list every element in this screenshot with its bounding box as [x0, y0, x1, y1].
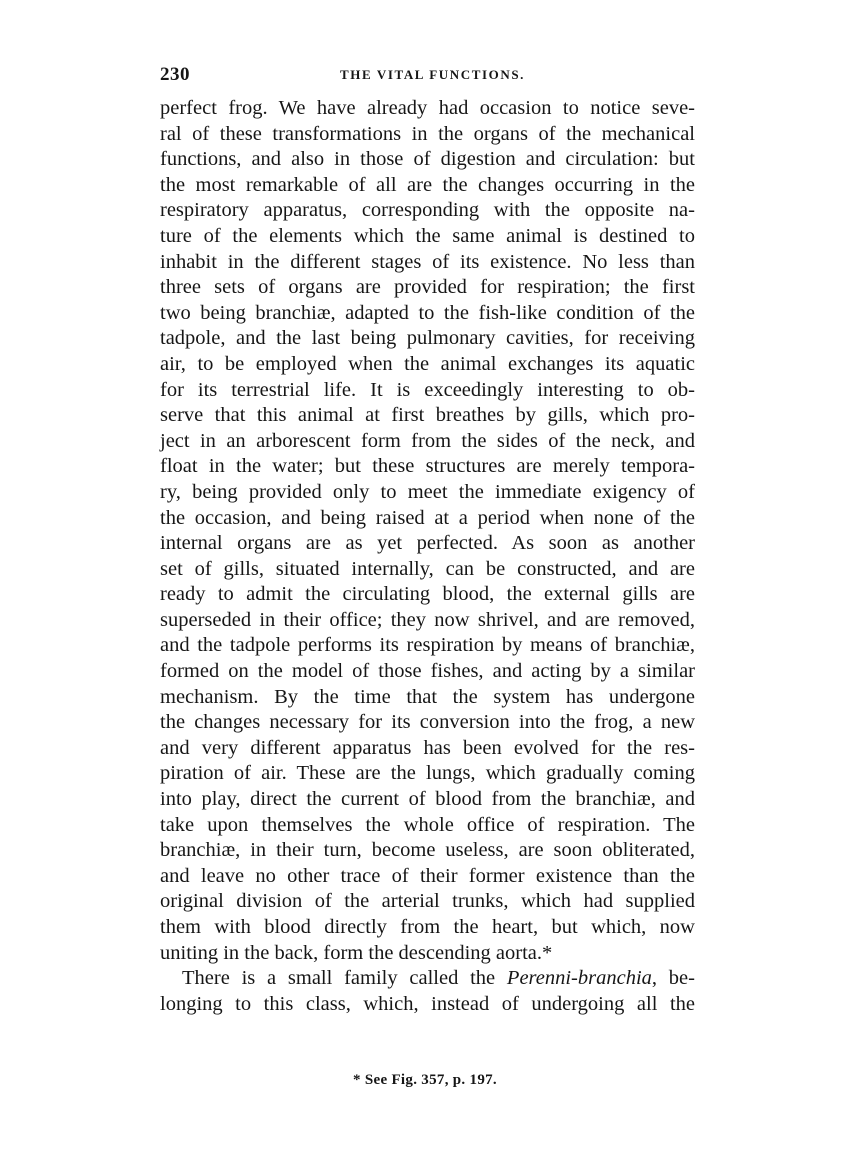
running-head: [160, 64, 695, 88]
text-line: into play, direct the current of blood from the branchiæ, and: [160, 788, 695, 811]
text-line: take upon themselves the whole office of respiration. The: [160, 813, 695, 836]
text-line: and the tadpole performs its respiration by means of branchiæ,: [160, 634, 695, 657]
text-line: formed on the model of those fishes, and acting by a similar: [160, 660, 695, 683]
text-line: superseded in their office; they now shrivel, and are removed,: [160, 608, 695, 631]
text-line: three sets of organs are provided for respiration; the first: [160, 276, 695, 299]
running-title: THE VITAL FUNCTIONS.: [340, 67, 526, 82]
paragraph: [160, 96, 695, 966]
text-line: ject in an arborescent form from the sides of the neck, and: [160, 429, 695, 452]
text-line: tadpole, and the last being pulmonary cavities, for receiving: [160, 327, 695, 350]
text-line: uniting in the back, form the descending aorta.*: [160, 941, 553, 964]
text-run: , be-: [651, 967, 695, 990]
italic-term: Perenni-branchia: [506, 967, 652, 990]
text-line: functions, and also in those of digestion and circulation: but: [160, 148, 695, 171]
text-run: There is a small family called the: [182, 967, 507, 990]
paragraph: [160, 966, 695, 1017]
text-line: the most remarkable of all are the changes occurring in the: [160, 173, 695, 196]
text-line: original division of the arterial trunks, which had supplied: [160, 890, 695, 913]
text-line: internal organs are as yet perfected. As soon as another: [160, 532, 695, 555]
text-line: and very different apparatus has been evolved for the res-: [160, 736, 695, 759]
text-line: inhabit in the different stages of its existence. No less than: [160, 250, 695, 273]
body-text: [160, 96, 695, 1017]
text-line: set of gills, situated internally, can be constructed, and are: [160, 557, 695, 580]
text-line: branchiæ, in their turn, become useless, are soon obliterated,: [160, 839, 695, 862]
text-line: ready to admit the circulating blood, the external gills are: [160, 583, 695, 606]
text-line: for its terrestrial life. It is exceedingly interesting to ob-: [160, 378, 695, 401]
text-line: perfect frog. We have already had occasion to notice seve-: [160, 97, 695, 119]
text-line: longing to this class, which, instead of undergoing all the: [160, 992, 695, 1015]
text-line: piration of air. These are the lungs, which gradually coming: [160, 762, 695, 785]
text-line: serve that this animal at first breathes by gills, which pro-: [160, 404, 695, 427]
text-line: ral of these transformations in the organs of the mechanical: [160, 122, 695, 145]
text-line: two being branchiæ, adapted to the fish-like condition of the: [160, 301, 695, 324]
text-line: them with blood directly from the heart, but which, now: [160, 916, 695, 938]
text-line: mechanism. By the time that the system has undergone: [160, 685, 695, 708]
footnote: * See Fig. 357, p. 197.: [353, 1072, 497, 1088]
page-number: 230: [160, 64, 190, 85]
text-line: the occasion, and being raised at a period when none of the: [160, 506, 695, 529]
text-line: the changes necessary for its conversion into the frog, a new: [160, 711, 695, 734]
text-line: [160, 966, 695, 992]
text-line: ture of the elements which the same animal is destined to: [160, 224, 695, 247]
text-line: ry, being provided only to meet the immediate exigency of: [160, 480, 695, 503]
text-line: and leave no other trace of their former existence than the: [160, 864, 695, 887]
text-line: float in the water; but these structures are merely tempora-: [160, 455, 695, 478]
text-line: respiratory apparatus, corresponding with the opposite na-: [160, 199, 695, 222]
text-line: air, to be employed when the animal exchanges its aquatic: [160, 352, 695, 375]
